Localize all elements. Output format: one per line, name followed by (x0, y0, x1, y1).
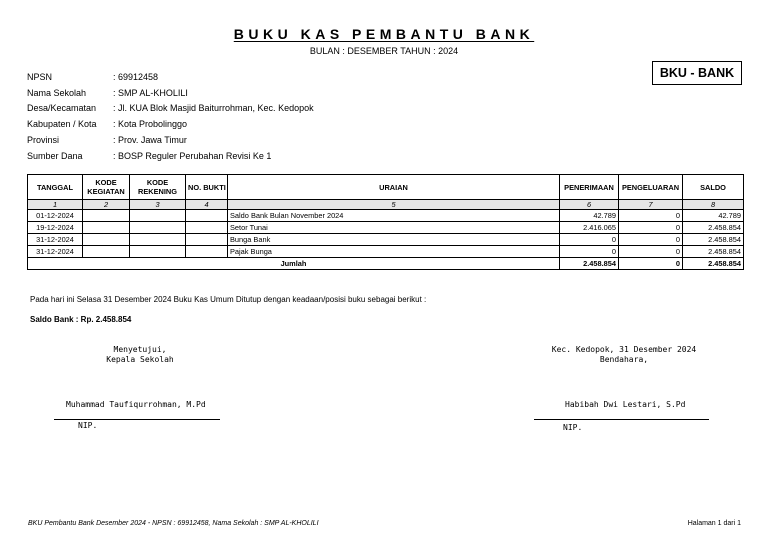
cell-uraian: Pajak Bunga (228, 246, 560, 258)
document-subtitle: BULAN : DESEMBER TAHUN : 2024 (309, 46, 459, 56)
header-kode-rekening: KODE REKENING (130, 175, 186, 200)
header-no-bukti: NO. BUKTI (186, 175, 228, 200)
cell-saldo: 2.458.854 (683, 234, 744, 246)
header-tanggal: TANGGAL (28, 175, 83, 200)
cell-no-bukti (186, 246, 228, 258)
cell-no-bukti (186, 234, 228, 246)
column-number: 1 (28, 200, 83, 210)
cell-kode-kegiatan (83, 222, 130, 234)
closing-statement: Pada hari ini Selasa 31 Desember 2024 Buku Kas Umum Ditutup dengan keadaan/posisi buku sebagai berikut : (30, 295, 427, 304)
column-number: 8 (683, 200, 744, 210)
left-signatory-name: Muhammad Taufiqurrohman, M.Pd (66, 400, 206, 409)
right-nip: NIP. (563, 423, 583, 432)
ledger-table (27, 174, 744, 270)
info-row (27, 69, 314, 85)
cell-tanggal: 19-12-2024 (28, 222, 83, 234)
column-number: 3 (130, 200, 186, 210)
cell-kode-rekening (130, 246, 186, 258)
info-label: Sumber Dana (27, 150, 83, 161)
total-pengeluaran: 0 (619, 258, 683, 270)
right-signature-line (534, 419, 709, 420)
cell-saldo: 2.458.854 (683, 246, 744, 258)
info-row (27, 148, 314, 164)
cell-penerimaan: 42.789 (560, 210, 619, 222)
info-value: : BOSP Reguler Perubahan Revisi Ke 1 (113, 150, 272, 161)
footer-page-number: Halaman 1 dari 1 (687, 520, 741, 527)
header-penerimaan: PENERIMAAN (560, 175, 619, 200)
cell-kode-kegiatan (83, 246, 130, 258)
info-value: : Prov. Jawa Timur (113, 135, 187, 146)
column-number: 4 (186, 200, 228, 210)
total-row (28, 258, 744, 270)
cell-pengeluaran: 0 (619, 246, 683, 258)
cell-tanggal: 31-12-2024 (28, 234, 83, 246)
header-saldo: SALDO (683, 175, 744, 200)
left-nip: NIP. (78, 421, 98, 430)
column-number-row (28, 200, 744, 210)
column-number: 5 (228, 200, 560, 210)
cell-kode-kegiatan (83, 210, 130, 222)
info-value: : 69912458 (113, 71, 159, 82)
cell-no-bukti (186, 222, 228, 234)
cell-penerimaan: 0 (560, 234, 619, 246)
cell-saldo: 42.789 (683, 210, 744, 222)
document-title: BUKU KAS PEMBANTU BANK (233, 26, 535, 42)
cell-kode-kegiatan (83, 234, 130, 246)
table-header-row (28, 175, 744, 200)
info-label: Kabupaten / Kota (27, 119, 97, 130)
cell-kode-rekening (130, 210, 186, 222)
cell-uraian: Bunga Bank (228, 234, 560, 246)
cell-tanggal: 01-12-2024 (28, 210, 83, 222)
cell-uraian: Setor Tunai (228, 222, 560, 234)
table-row (28, 234, 744, 246)
column-number: 7 (619, 200, 683, 210)
info-value: : Jl. KUA Blok Masjid Baiturrohman, Kec. Kedopok (113, 103, 314, 114)
left-signature-line2: Kepala Sekolah (106, 355, 174, 364)
left-signature-line (54, 419, 220, 420)
cell-penerimaan: 2.416.065 (560, 222, 619, 234)
left-signature-heading (80, 345, 200, 365)
saldo-bank: Saldo Bank : Rp. 2.458.854 (30, 315, 132, 324)
cell-saldo: 2.458.854 (683, 222, 744, 234)
info-label: NPSN (27, 71, 53, 82)
table-row (28, 222, 744, 234)
info-value: : Kota Probolinggo (113, 119, 188, 130)
info-row (27, 101, 314, 117)
info-row (27, 132, 314, 148)
info-value: : SMP AL-KHOLILI (113, 87, 188, 98)
header-pengeluaran: PENGELUARAN (619, 175, 683, 200)
info-row (27, 116, 314, 132)
cell-pengeluaran: 0 (619, 222, 683, 234)
footer-document-info: BKU Pembantu Bank Desember 2024 - NPSN : 69912458, Nama Sekolah : SMP AL-KHOLILI (28, 520, 319, 527)
right-signature-heading (534, 345, 714, 365)
cell-kode-rekening (130, 222, 186, 234)
cell-pengeluaran: 0 (619, 210, 683, 222)
total-label: Jumlah (28, 258, 560, 270)
right-signatory-name: Habibah Dwi Lestari, S.Pd (565, 400, 686, 409)
table-row (28, 210, 744, 222)
info-row (27, 85, 314, 101)
info-label: Nama Sekolah (27, 87, 87, 98)
cell-no-bukti (186, 210, 228, 222)
header-kode-kegiatan: KODE KEGIATAN (83, 175, 130, 200)
cell-tanggal: 31-12-2024 (28, 246, 83, 258)
info-label: Provinsi (27, 135, 60, 146)
cell-pengeluaran: 0 (619, 234, 683, 246)
right-signature-line1: Kec. Kedopok, 31 Desember 2024 (551, 345, 697, 354)
left-signature-line1: Menyetujui, (113, 345, 167, 354)
total-penerimaan: 2.458.854 (560, 258, 619, 270)
info-label: Desa/Kecamatan (27, 103, 97, 114)
header-uraian: URAIAN (228, 175, 560, 200)
right-signature-line2: Bendahara, (599, 355, 649, 364)
column-number: 6 (560, 200, 619, 210)
cell-kode-rekening (130, 234, 186, 246)
cell-penerimaan: 0 (560, 246, 619, 258)
column-number: 2 (83, 200, 130, 210)
total-saldo: 2.458.854 (683, 258, 744, 270)
school-info (27, 69, 314, 164)
table-row (28, 246, 744, 258)
cell-uraian: Saldo Bank Bulan November 2024 (228, 210, 560, 222)
bku-bank-badge: BKU - BANK (652, 61, 742, 85)
